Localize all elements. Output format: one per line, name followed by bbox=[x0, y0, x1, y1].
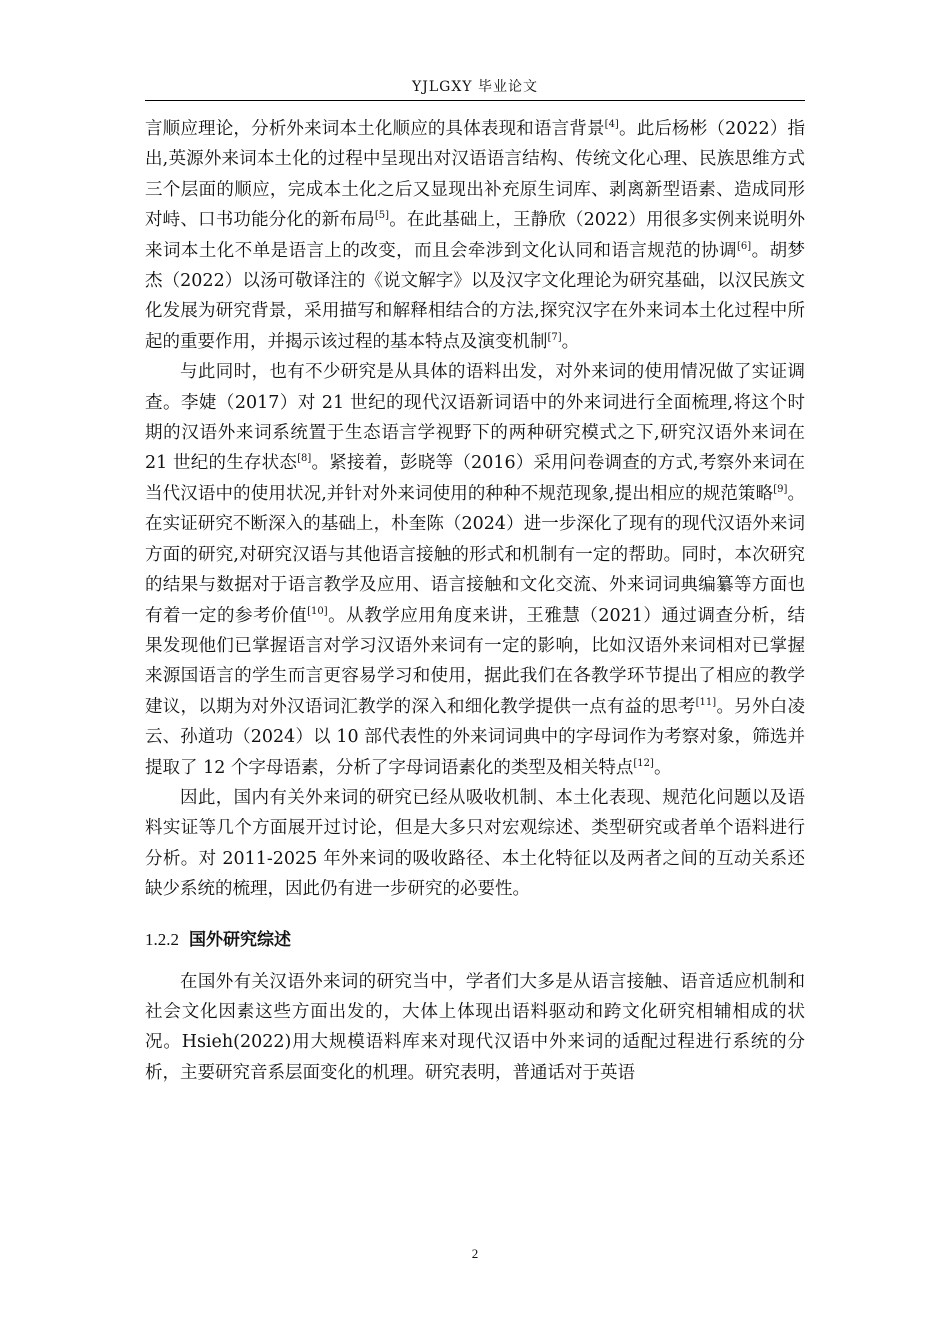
paragraph bbox=[145, 114, 805, 357]
section-number: 1.2.2 bbox=[145, 929, 179, 949]
paragraph-text: 言顺应理论，分析外来词本土化顺应的具体表现和语言背景 bbox=[145, 119, 605, 139]
paragraph-text: 。另外白凌云、孙道功（2024）以 10 部代表性的外来词词典中的字母词作为考察对象，筛选并提取了 12 个字母语素，分析了字母词语素化的类型及相关特点 bbox=[145, 696, 806, 778]
paragraph-text: 。在此基础上，王静欣（2022）用很多实例来说明外来词本土化不单是语言上的改变，而且会牵涉到文化认同和语言规范的协调 bbox=[145, 210, 805, 261]
header-title: YJLGXY 毕业论文 bbox=[412, 79, 538, 95]
citation-ref: [10] bbox=[307, 605, 328, 617]
paragraphs-after bbox=[145, 967, 805, 1089]
paragraph-text: 。紧接着，彭晓等（2016）采用问卷调查的方式,考察外来词在当代汉语中的使用状况,并针对外来词使用的种种不规范现象,提出相应的规范策略 bbox=[145, 453, 805, 504]
citation-ref: [4] bbox=[604, 119, 619, 131]
document-body bbox=[145, 114, 805, 1088]
page-number bbox=[0, 1246, 950, 1262]
paragraphs-before bbox=[145, 114, 805, 905]
paragraph bbox=[145, 357, 805, 783]
section-heading bbox=[145, 925, 805, 955]
paragraph-text: 。 bbox=[653, 757, 672, 778]
citation-ref: [8] bbox=[297, 453, 312, 465]
paragraph bbox=[145, 967, 805, 1089]
paragraph-text: 。胡梦杰（2022）以汤可敬译注的《说文解字》以及汉字文化理论为研究基础，以汉民族文化发展为研究背景，采用描写和解释相结合的方法,探究汉字在外来词本土化过程中所起的重要作用，并揭示该过程的基本特点及演变机制 bbox=[145, 240, 806, 352]
citation-ref: [7] bbox=[547, 332, 562, 344]
paragraph-text: 。 bbox=[561, 331, 580, 352]
page-number-text: 2 bbox=[471, 1246, 479, 1261]
citation-ref: [9] bbox=[773, 484, 788, 496]
citation-ref: [11] bbox=[695, 696, 717, 708]
paragraph-text: 因此，国内有关外来词的研究已经从吸收机制、本土化表现、规范化问题以及语料实证等几个方面展开过讨论，但是大多只对宏观综述、类型研究或者单个语料进行分析。对 2011-2025 年外来词的吸收路径、本土化特征以及两者之间的互动关系还缺少系统的梳理，因此仍有进一步研究的必要性。 bbox=[145, 787, 805, 900]
paragraph-text: 与此同时，也有不少研究是从具体的语料出发，对外来词的使用情况做了实证调查。李婕（2017）对 21 世纪的现代汉语新词语中的外来词进行全面梳理,将这个时期的汉语外来词系统置于生态语言学视野下的两种研究模式之下,研究汉语外来词在 21 世纪的生存状态 bbox=[145, 362, 805, 474]
citation-ref: [6] bbox=[737, 240, 752, 252]
page-header bbox=[145, 78, 805, 101]
citation-ref: [5] bbox=[374, 210, 390, 222]
citation-ref: [12] bbox=[633, 757, 654, 769]
section-title: 国外研究综述 bbox=[189, 929, 291, 950]
paragraph-text: 。在实证研究不断深入的基础上，朴奎陈（2024）进一步深化了现有的现代汉语外来词方面的研究,对研究汉语与其他语言接触的形式和机制有一定的帮助。同时，本次研究的结果与数据对于语言教学及应用、语言接触和文化交流、外来词词典编纂等方面也有着一定的参考价值 bbox=[145, 483, 805, 626]
paragraph-text: 。此后杨彬（2022）指出,英源外来词本土化的过程中呈现出对汉语语言结构、传统文化心理、民族思维方式三个层面的顺应，完成本土化之后又显现出补充原生词库、剥离新型语素、造成同形对峙、口书功能分化的新布局 bbox=[145, 119, 805, 231]
paragraph-text: 。从教学应用角度来讲，王雅慧（2021）通过调查分析，结果发现他们已掌握语言对学习汉语外来词有一定的影响，比如汉语外来词相对已掌握来源国语言的学生而言更容易学习和使用，据此我们在各教学环节提出了相应的教学建议，以期为对外汉语词汇教学的深入和细化教学提供一点有益的思考 bbox=[145, 605, 806, 717]
paragraph bbox=[145, 783, 805, 905]
paragraph-text: 在国外有关汉语外来词的研究当中，学者们大多是从语言接触、语音适应机制和社会文化因素这些方面出发的，大体上体现出语料驱动和跨文化研究相辅相成的状况。Hsieh(2022)用大规模语料库来对现代汉语中外来词的适配过程进行系统的分析，主要研究音系层面变化的机理。研究表明，普通话对于英语 bbox=[145, 971, 805, 1083]
